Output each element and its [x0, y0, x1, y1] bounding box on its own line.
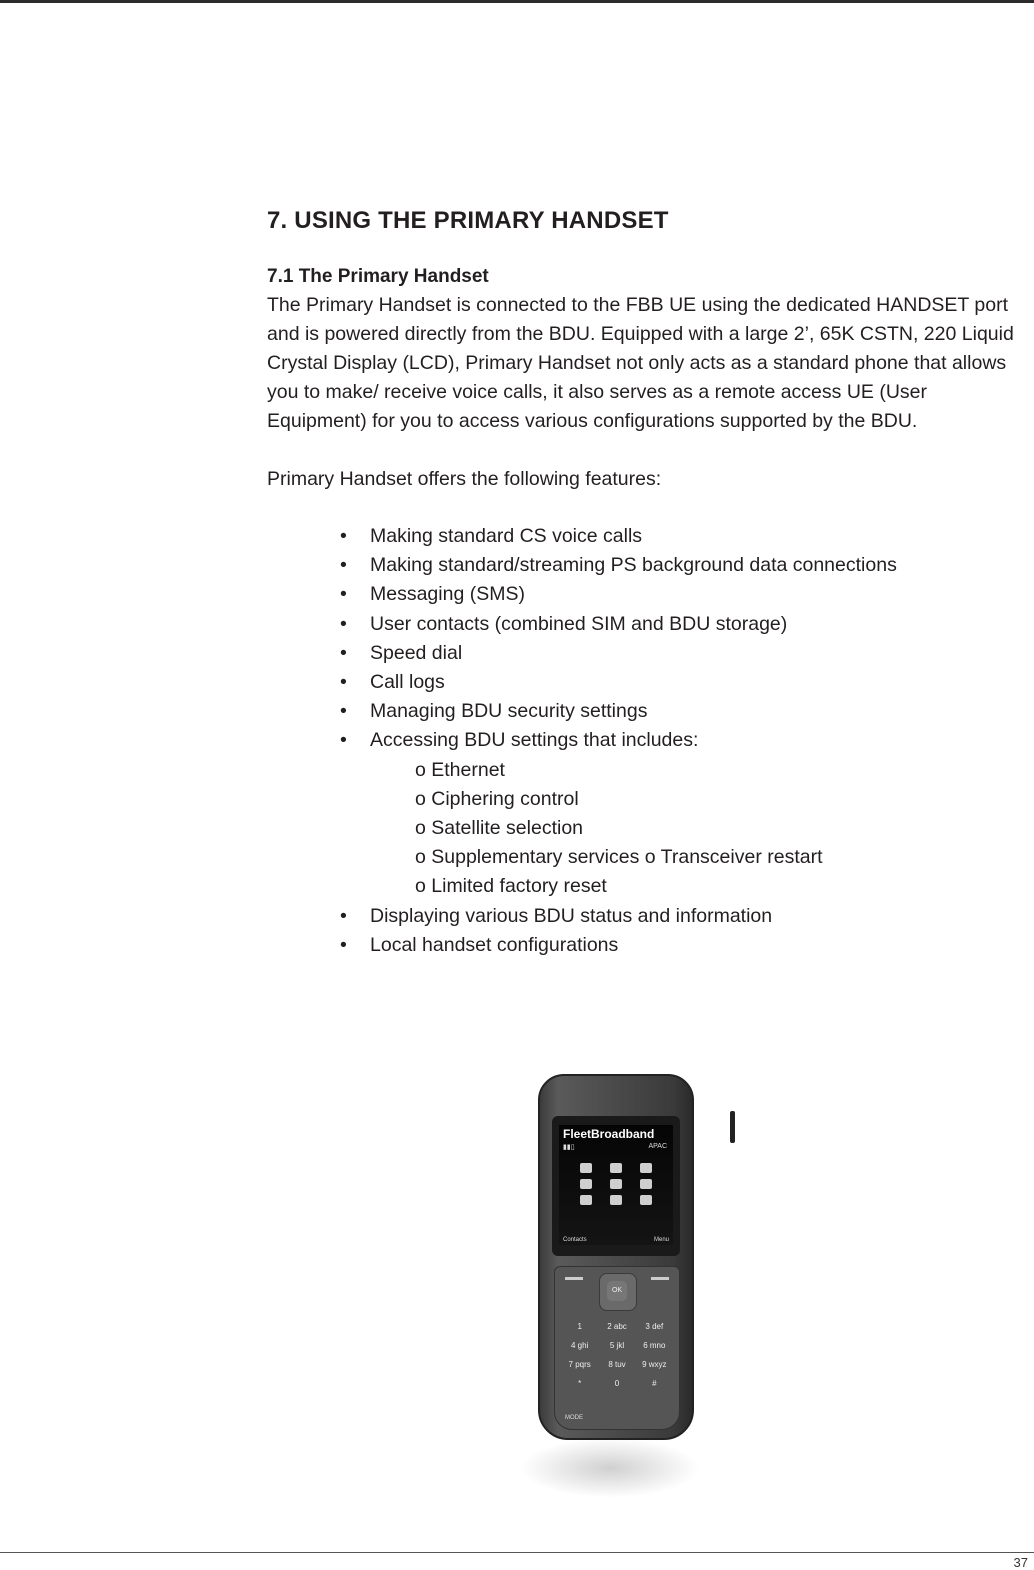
handset-reflection [520, 1438, 700, 1498]
contacts-icon [640, 1163, 652, 1173]
list-item: • Local handset configurations [267, 931, 1027, 960]
features-intro: Primary Handset offers the following features: [267, 468, 662, 490]
key-6: 6 mno [643, 1341, 666, 1350]
feature-list-continued [267, 902, 1027, 960]
key-7: 7 pqrs [568, 1360, 591, 1369]
page-number: 37 [1013, 1555, 1028, 1570]
screen-brand: FleetBroadband [563, 1127, 655, 1141]
list-item: • Displaying various BDU status and information [267, 902, 1027, 931]
list-item: • Making standard CS voice calls [267, 522, 1027, 551]
globe-icon [580, 1179, 592, 1189]
satellite-icon [610, 1163, 622, 1173]
bottom-rule [0, 1552, 1034, 1553]
key-9: 9 wxyz [642, 1360, 667, 1369]
lock-icon [580, 1195, 592, 1205]
tools-icon [640, 1179, 652, 1189]
chapter-title: 7. USING THE PRIMARY HANDSET [267, 207, 669, 234]
key-8: 8 tuv [608, 1360, 626, 1369]
soft-label-right: Menu [653, 1237, 669, 1243]
sublist-item: o Limited factory reset [415, 875, 607, 898]
settings-icon [640, 1195, 652, 1205]
side-key [730, 1111, 735, 1143]
signal-icon: ▮▮▯ [563, 1144, 575, 1151]
messages-icon [580, 1163, 592, 1173]
key-star: * [578, 1379, 582, 1388]
bullet-icon: • [340, 933, 347, 956]
section-title: 7.1 The Primary Handset [267, 266, 489, 287]
top-rule [0, 0, 1034, 3]
key-1: 1 [577, 1322, 582, 1331]
handset-keypad [554, 1266, 680, 1430]
soft-label-left: Contacts [563, 1237, 587, 1243]
list-item: • Making standard/streaming PS background data connections [267, 551, 1027, 580]
handset-body [538, 1074, 694, 1440]
calendar-icon [610, 1195, 622, 1205]
key-hash: # [652, 1379, 657, 1388]
sublist-item: o Ethernet [415, 758, 505, 781]
screen-region: APAC [648, 1143, 667, 1150]
sublist-item: o Satellite selection [415, 817, 584, 840]
key-4: 4 ghi [570, 1341, 589, 1350]
key-2: 2 abc [607, 1322, 627, 1331]
list-item: • Call logs [267, 668, 1027, 697]
sublist-item: o Ciphering control [415, 787, 579, 810]
phone-icon [610, 1179, 622, 1189]
page-content [267, 205, 1027, 960]
bullet-icon: • [340, 700, 347, 723]
bullet-icon: • [340, 612, 347, 635]
soft-key-left [565, 1277, 583, 1280]
handset-photo [500, 1068, 730, 1498]
list-item: • User contacts (combined SIM and BDU storage) [267, 610, 1027, 639]
bullet-icon: • [340, 671, 347, 694]
ok-key: OK [607, 1281, 627, 1301]
bullet-icon: • [340, 729, 347, 752]
key-3: 3 def [645, 1322, 664, 1331]
soft-key-right [651, 1277, 669, 1280]
bullet-icon: • [340, 554, 347, 577]
number-keys [561, 1321, 673, 1390]
settings-sublist [267, 756, 1027, 902]
bullet-icon: • [340, 583, 347, 606]
menu-icon-grid [571, 1163, 661, 1205]
list-item: • Accessing BDU settings that includes: [267, 726, 1027, 755]
bullet-icon: • [340, 904, 347, 927]
sublist-item: o Supplementary services o Transceiver restart [415, 846, 823, 869]
bullet-icon: • [340, 525, 347, 547]
key-5: 5 jkl [609, 1341, 625, 1350]
section-body: The Primary Handset is connected to the FBB UE using the dedicated HANDSET port and is powered directly from the BDU. Equipped with a large 2’, 65K CSTN, 220 Liquid Crystal Display (LCD), Primary Handset not only acts as a standard phone that allows you to make/ receive voice calls, it also serves as a remote access UE (User Equipment) for you to access various configurations supported by the BDU. [267, 294, 1014, 432]
list-item: • Messaging (SMS) [267, 580, 1027, 609]
feature-list [267, 522, 1027, 756]
mode-label: MODE [565, 1415, 583, 1421]
list-item: • Managing BDU security settings [267, 697, 1027, 726]
bullet-icon: • [340, 641, 347, 664]
handset-screen [559, 1125, 673, 1245]
list-item: • Speed dial [267, 639, 1027, 668]
key-0: 0 [614, 1379, 620, 1388]
